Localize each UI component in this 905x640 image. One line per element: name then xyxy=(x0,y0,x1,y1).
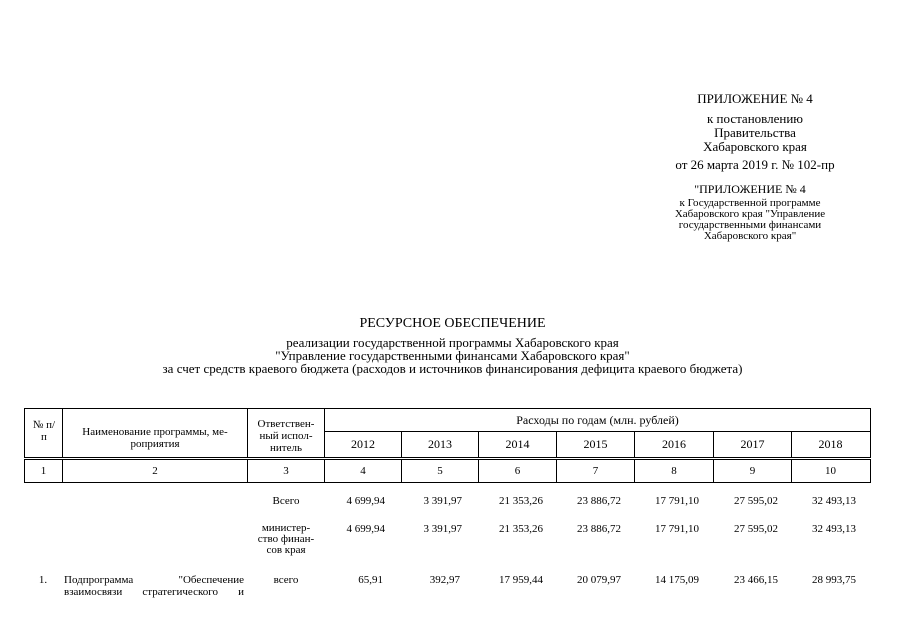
heading-title: РЕСУРСНОЕ ОБЕСПЕЧЕНИЕ xyxy=(359,316,546,331)
annex2-line3: государственными финансами xyxy=(678,219,822,231)
row-value: 21 353,26 xyxy=(499,523,543,535)
year-2016: 2016 xyxy=(662,437,686,451)
colnum-9: 9 xyxy=(749,465,756,477)
row-value: 14 175,09 xyxy=(655,574,699,586)
year-2018: 2018 xyxy=(818,437,843,451)
row-number: 1. xyxy=(38,574,48,586)
annex2-title: "ПРИЛОЖЕНИЕ № 4 xyxy=(694,182,806,196)
annex-title: ПРИЛОЖЕНИЕ № 4 xyxy=(697,91,813,106)
year-2017: 2017 xyxy=(740,437,765,451)
row-value: 23 886,72 xyxy=(577,495,621,507)
colnum-4: 4 xyxy=(360,465,366,477)
header-expenses: Расходы по годам (млн. рублей) xyxy=(516,413,679,427)
annex2-block xyxy=(645,183,855,242)
row-value: 20 079,97 xyxy=(577,574,621,586)
heading-line2: "Управление государственными финансами Хабаровского края" xyxy=(275,348,630,363)
colnum-3: 3 xyxy=(283,465,289,477)
row-value: 4 699,94 xyxy=(346,523,385,535)
header-no: № п/п xyxy=(32,419,56,443)
colnum-8: 8 xyxy=(671,465,677,477)
row-value: 32 493,13 xyxy=(812,523,856,535)
header-name: Наименование программы, ме-роприятия xyxy=(82,426,228,450)
annex2-line2: Хабаровского края "Управление xyxy=(674,208,826,220)
row-value: 17 791,10 xyxy=(655,523,699,535)
year-2014: 2014 xyxy=(505,437,530,451)
year-2012: 2012 xyxy=(351,437,375,451)
row-name: Подпрограмма "Обеспечение взаимосвязи стратегического и xyxy=(64,574,244,598)
row-value: 23 466,15 xyxy=(734,574,778,586)
annex-date: от 26 марта 2019 г. № 102-пр xyxy=(675,157,835,172)
row-value: 28 993,75 xyxy=(812,574,856,586)
header-responsible: Ответствен-ный испол-нитель xyxy=(257,418,315,454)
row-value: 392,97 xyxy=(429,574,460,586)
annex-line2: Правительства xyxy=(714,125,796,140)
row-value: 32 493,13 xyxy=(812,495,856,507)
row-value: 65,91 xyxy=(358,574,383,586)
colnum-7: 7 xyxy=(592,465,599,477)
row-value: 27 595,02 xyxy=(734,523,778,535)
annex-block xyxy=(640,92,870,172)
row-value: 23 886,72 xyxy=(577,523,621,535)
row-value: 17 959,44 xyxy=(499,574,543,586)
colnum-6: 6 xyxy=(514,465,521,477)
row-value: 17 791,10 xyxy=(655,495,699,507)
row-value: 4 699,94 xyxy=(346,495,385,507)
annex-line1: к постановлению xyxy=(706,111,804,126)
row-value: 27 595,02 xyxy=(734,495,778,507)
row-responsible: министер-ство финан-сов края xyxy=(257,522,315,556)
heading-line1: реализации государственной программы Хабаровского края xyxy=(286,335,619,350)
annex2-line1: к Государственной программе xyxy=(679,197,821,209)
annex-line3: Хабаровского края xyxy=(703,139,807,154)
colnum-10: 10 xyxy=(825,465,836,477)
row-value: 3 391,97 xyxy=(423,523,462,535)
colnum-5: 5 xyxy=(437,465,443,477)
year-2013: 2013 xyxy=(428,437,452,451)
row-value: 21 353,26 xyxy=(499,495,543,507)
annex2-line4: Хабаровского края" xyxy=(703,230,797,242)
colnum-2: 2 xyxy=(152,465,158,477)
row-value: 3 391,97 xyxy=(423,495,462,507)
row-responsible: Всего xyxy=(272,495,300,507)
year-2015: 2015 xyxy=(583,437,608,451)
heading-line3: за счет средств краевого бюджета (расходов и источников финансирования дефицита краевого бюджета) xyxy=(162,361,743,376)
document-heading xyxy=(0,316,905,375)
row-responsible: всего xyxy=(273,574,299,586)
colnum-1: 1 xyxy=(40,465,47,477)
